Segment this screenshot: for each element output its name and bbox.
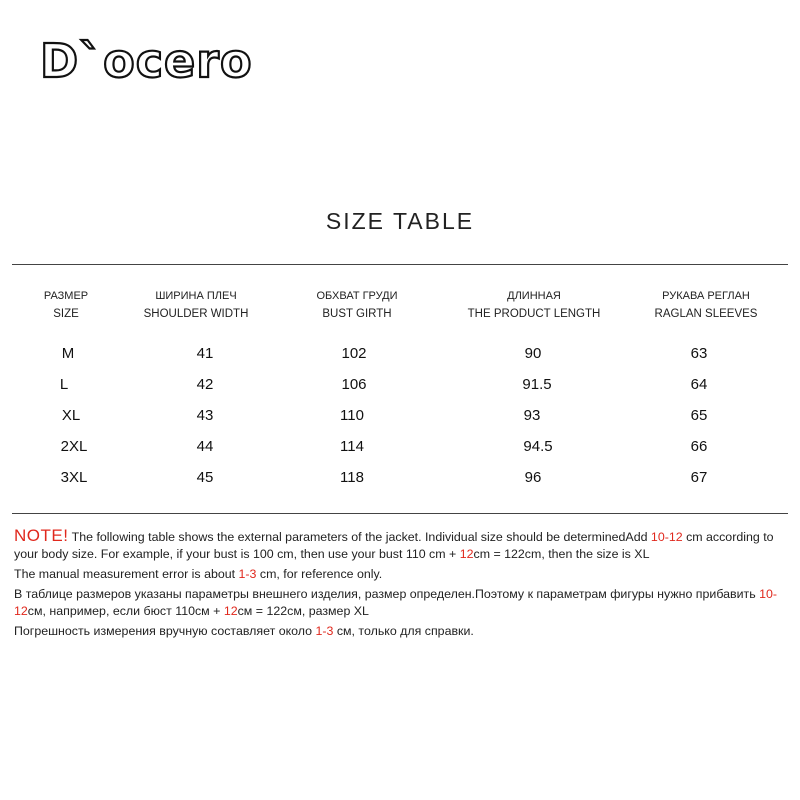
header-size-en: SIZE (53, 308, 79, 320)
header-shoulder-width-en: SHOULDER WIDTH (143, 308, 249, 320)
header-product-length-en: THE PRODUCT LENGTH (467, 308, 601, 320)
header-size (44, 287, 88, 323)
table-row (0, 469, 800, 489)
note-text: The following table shows the external parameters of the jacket. Individual size should be determinedAdd (68, 530, 651, 544)
table-row (0, 345, 800, 365)
note-text: cm = 122cm, then the size is XL (473, 547, 650, 561)
note-highlight: 12 (223, 604, 238, 618)
header-shoulder-width (144, 287, 249, 323)
note-ru-paragraph-1 (14, 586, 790, 620)
page-title: SIZE TABLE (325, 208, 475, 234)
table-row (0, 376, 800, 396)
table-bottom-divider (12, 513, 788, 514)
cell-shoulder-width: 41 (196, 345, 214, 362)
cell-shoulder-width: 45 (196, 469, 214, 486)
header-bust-girth-en: BUST GIRTH (322, 308, 392, 320)
header-bust-girth-ru: ОБХВАТ ГРУДИ (316, 290, 398, 302)
cell-product-length: 93 (523, 407, 541, 424)
note-text: В таблице размеров указаны параметры внешнего изделия, размер определен.Поэтому к параметрам фигуры нужно прибавить (14, 587, 760, 601)
cell-raglan-sleeves: 67 (690, 469, 708, 486)
header-product-length (468, 287, 601, 323)
note-text: cm, for reference only. (256, 567, 383, 581)
note-highlight: 1-3 (315, 624, 334, 638)
header-size-ru: РАЗМЕР (43, 290, 89, 302)
cell-size: L (59, 376, 69, 393)
cell-size: M (61, 345, 75, 362)
header-product-length-ru: ДЛИННАЯ (507, 290, 561, 302)
cell-shoulder-width: 43 (196, 407, 214, 424)
cell-bust-girth: 102 (341, 345, 367, 362)
note-highlight: 1-3 (238, 567, 257, 581)
cell-raglan-sleeves: 65 (690, 407, 708, 424)
cell-bust-girth: 118 (340, 469, 364, 486)
cell-shoulder-width: 42 (196, 376, 214, 393)
note-highlight: 10-12 (14, 587, 778, 618)
table-row (0, 438, 800, 458)
brand-logo: D`ocero (40, 34, 253, 88)
note-label: NOTE! (14, 526, 69, 545)
cell-raglan-sleeves: 63 (690, 345, 708, 362)
table-top-divider (12, 264, 788, 265)
note-highlight: 10-12 (650, 530, 683, 544)
cell-bust-girth: 114 (340, 438, 364, 455)
note-text: Погрешность измерения вручную составляет около (14, 624, 316, 638)
header-raglan-sleeves-en: RAGLAN SLEEVES (654, 308, 758, 320)
cell-size: 2XL (60, 438, 88, 455)
note-text: см, только для справки. (333, 624, 474, 638)
header-bust-girth (317, 287, 398, 323)
cell-product-length: 91.5 (522, 376, 552, 393)
header-raglan-sleeves (655, 287, 758, 323)
note-en-paragraph-2 (14, 566, 790, 583)
cell-size: 3XL (60, 469, 88, 486)
note-text: The manual measurement error is about (14, 567, 239, 581)
cell-product-length: 94.5 (523, 438, 553, 455)
note-en-paragraph-1 (14, 527, 790, 563)
cell-bust-girth: 110 (340, 407, 364, 424)
note-highlight: 12 (459, 547, 474, 561)
cell-product-length: 96 (524, 469, 542, 486)
note-text: cm according to your body size. For example, if your bust is 100 cm, then use your bust 110 cm + (14, 530, 774, 561)
size-notes (14, 527, 790, 643)
table-row (0, 407, 800, 427)
cell-product-length: 90 (524, 345, 542, 362)
cell-raglan-sleeves: 64 (690, 376, 708, 393)
cell-shoulder-width: 44 (196, 438, 214, 455)
header-shoulder-width-ru: ШИРИНА ПЛЕЧ (155, 290, 237, 302)
header-raglan-sleeves-ru: РУКАВА РЕГЛАН (662, 290, 750, 302)
cell-size: XL (61, 407, 81, 424)
note-text: см, например, если бюст 110см + (27, 604, 224, 618)
note-text: см = 122см, размер XL (237, 604, 369, 618)
cell-raglan-sleeves: 66 (690, 438, 708, 455)
note-ru-paragraph-2 (14, 623, 790, 640)
cell-bust-girth: 106 (341, 376, 367, 393)
